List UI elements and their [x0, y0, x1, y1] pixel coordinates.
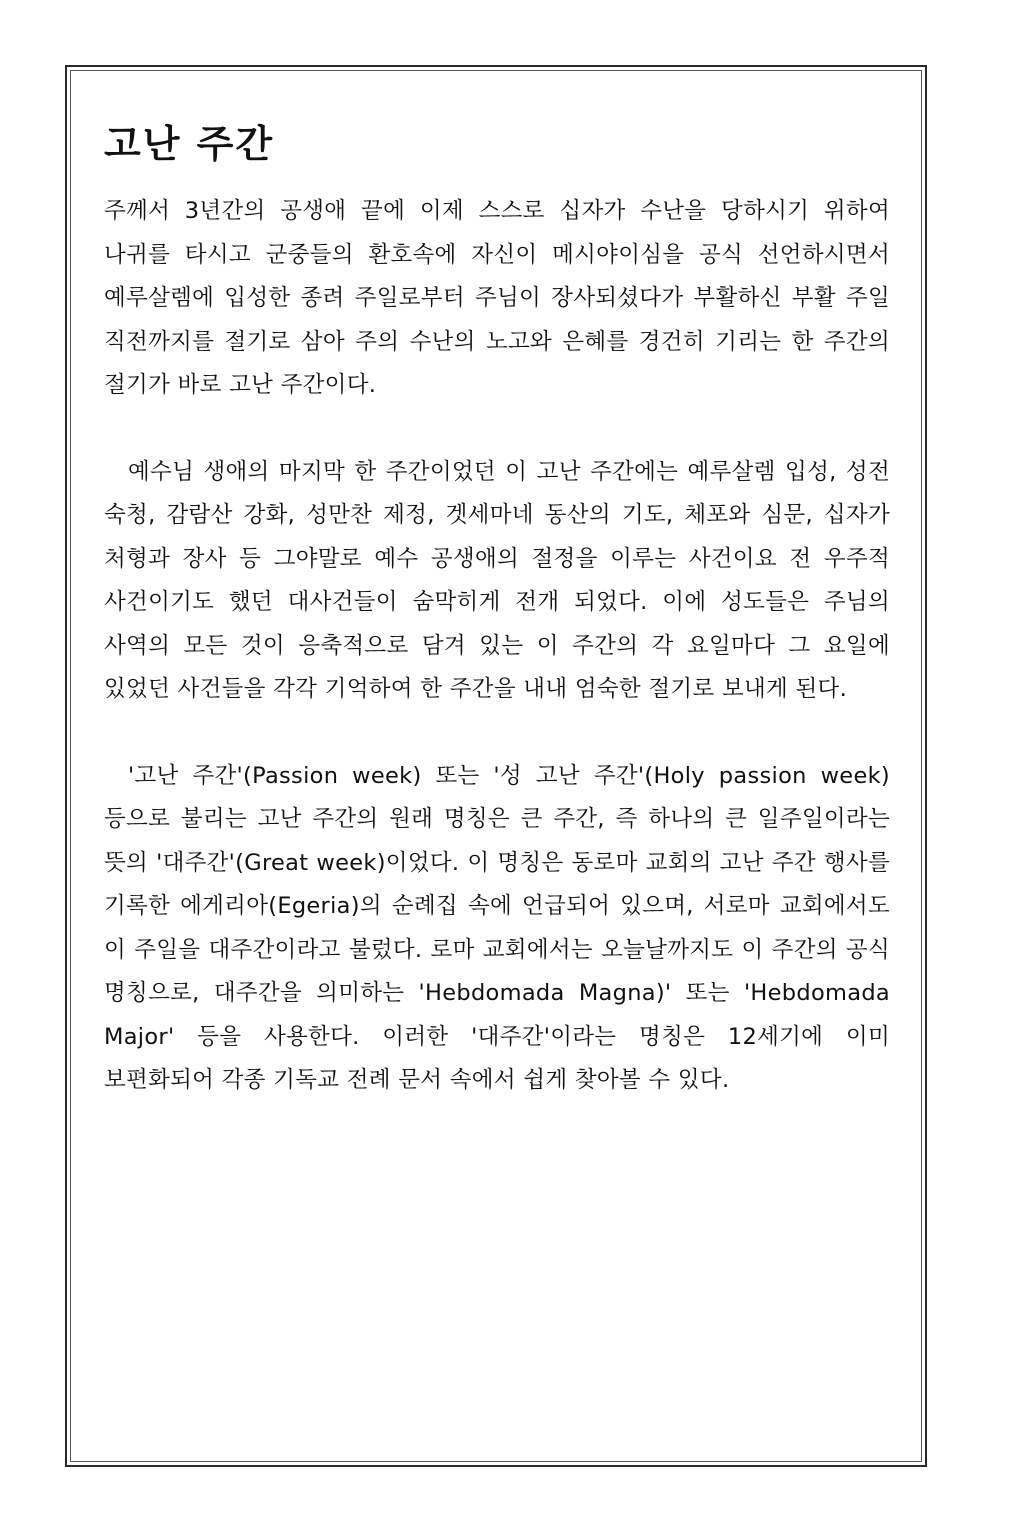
document-body: [104, 120, 890, 1103]
paragraph-1: 주께서 3년간의 공생애 끝에 이제 스스로 십자가 수난을 당하시기 위하여 나귀를 타시고 군중들의 환호속에 자신이 메시야이심을 공식 선언하시면서 예루살렘에 입성한 종려 주일로부터 주님이 장사되셨다가 부활하신 부활 주일 직전까지를 절기로 삼아 주의 수난의 노고와 은혜를 경건히 기리는 한 주간의 절기가 바로 고난 주간이다.: [104, 198, 890, 398]
paragraph-2: 예수님 생애의 마지막 한 주간이었던 이 고난 주간에는 예루살렘 입성, 성전 숙청, 감람산 강화, 성만찬 제정, 겟세마네 동산의 기도, 체포와 심문, 십자가 처형과 장사 등 그야말로 예수 공생애의 절정을 이루는 사건이요 전 우주적 사건이기도 했던 대사건들이 숨막히게 전개 되었다. 이에 성도들은 주님의 사역의 모든 것이 응축적으로 담겨 있는 이 주간의 각 요일마다 그 요일에 있었던 사건들을 각각 기억하여 한 주간을 내내 엄숙한 절기로 보내게 된다.: [104, 458, 890, 702]
paragraph-3: '고난 주간'(Passion week) 또는 '성 고난 주간'(Holy passion week) 등으로 불리는 고난 주간의 원래 명칭은 큰 주간, 즉 하나의 큰 일주일이라는 뜻의 '대주간'(Great week)이었다. 이 명칭은 동로마 교회의 고난 주간 행사를 기록한 에게리아(Egeria)의 순례집 속에 언급되어 있으며, 서로마 교회에서도 이 주일을 대주간이라고 불렀다. 로마 교회에서는 오늘날까지도 이 주간의 공식 명칭으로, 대주간을 의미하는 'Hebdomada Magna)' 또는 'Hebdomada Major' 등을 사용한다. 이러한 '대주간'이라는 명칭은 12세기에 이미 보편화되어 각종 기독교 전례 문서 속에서 쉽게 찾아볼 수 있다.: [104, 762, 891, 1093]
page-title: 고난 주간: [104, 122, 275, 166]
